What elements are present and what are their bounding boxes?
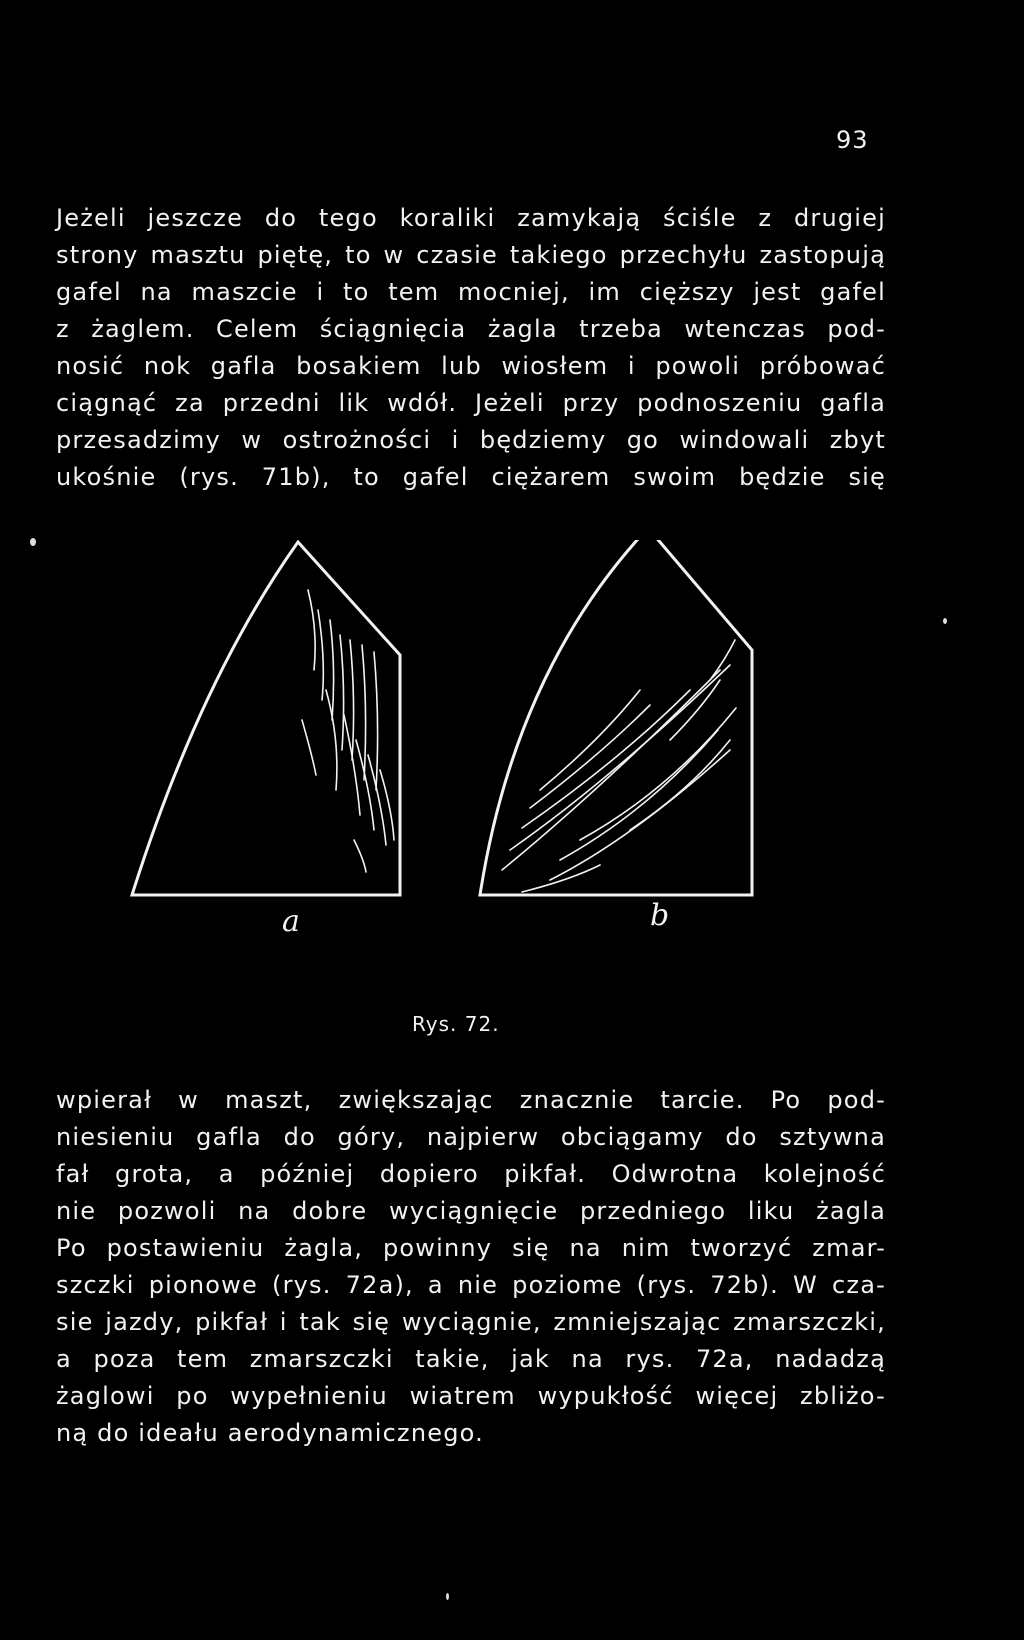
scan-speck bbox=[30, 538, 36, 546]
figure-label-b: b bbox=[650, 898, 670, 933]
text-line: niesieniu gafla do góry, najpierw obciągamy do sztywna bbox=[56, 1123, 886, 1151]
text-line: żaglowi po wypełnieniu wiatrem wypukłość więcej zbliżo- bbox=[56, 1382, 886, 1410]
text-line: strony masztu piętę, to w czasie takiego przechyłu zastopują bbox=[56, 241, 886, 269]
sail-b-drawing bbox=[480, 540, 752, 895]
figure-caption: Rys. 72. bbox=[412, 1012, 500, 1036]
sail-diagrams bbox=[130, 540, 810, 960]
page-number: 93 bbox=[836, 126, 869, 154]
text-line: sie jazdy, pikfał i tak się wyciągnie, zmniejszając zmarszczki, bbox=[56, 1308, 886, 1336]
paragraph-bottom bbox=[56, 1082, 886, 1452]
sail-a-drawing bbox=[132, 542, 400, 895]
text-line: ciągnąć za przedni lik wdół. Jeżeli przy podnoszeniu gafla bbox=[56, 389, 886, 417]
scan-speck bbox=[943, 618, 947, 624]
text-line: Po postawieniu żagla, powinny się na nim tworzyć zmar- bbox=[56, 1234, 886, 1262]
text-line: nie pozwoli na dobre wyciągnięcie przedniego liku żagla bbox=[56, 1197, 886, 1225]
text-line: gafel na maszcie i to tem mocniej, im cięższy jest gafel bbox=[56, 278, 886, 306]
figure-label-a: a bbox=[282, 904, 300, 939]
text-line: z żaglem. Celem ściągnięcia żagla trzeba wtenczas pod- bbox=[56, 315, 886, 343]
scan-speck bbox=[446, 1593, 449, 1600]
paragraph-top bbox=[56, 200, 886, 496]
figure-sails bbox=[130, 540, 810, 960]
text-line: ną do ideału aerodynamicznego. bbox=[56, 1419, 484, 1447]
text-line: a poza tem zmarszczki takie, jak na rys. 72a, nadadzą bbox=[56, 1345, 886, 1373]
text-line: szczki pionowe (rys. 72a), a nie poziome (rys. 72b). W cza- bbox=[56, 1271, 886, 1299]
text-line: wpierał w maszt, zwiększając znacznie tarcie. Po pod- bbox=[56, 1086, 886, 1114]
text-line: przesadzimy w ostrożności i będziemy go windowali zbyt bbox=[56, 426, 886, 454]
text-line: Jeżeli jeszcze do tego koraliki zamykają ściśle z drugiej bbox=[56, 204, 886, 232]
text-line: nosić nok gafla bosakiem lub wiosłem i powoli próbować bbox=[56, 352, 886, 380]
text-line: ukośnie (rys. 71b), to gafel ciężarem swoim będzie się bbox=[56, 463, 886, 491]
text-line: fał grota, a później dopiero pikfał. Odwrotna kolejność bbox=[56, 1160, 886, 1188]
